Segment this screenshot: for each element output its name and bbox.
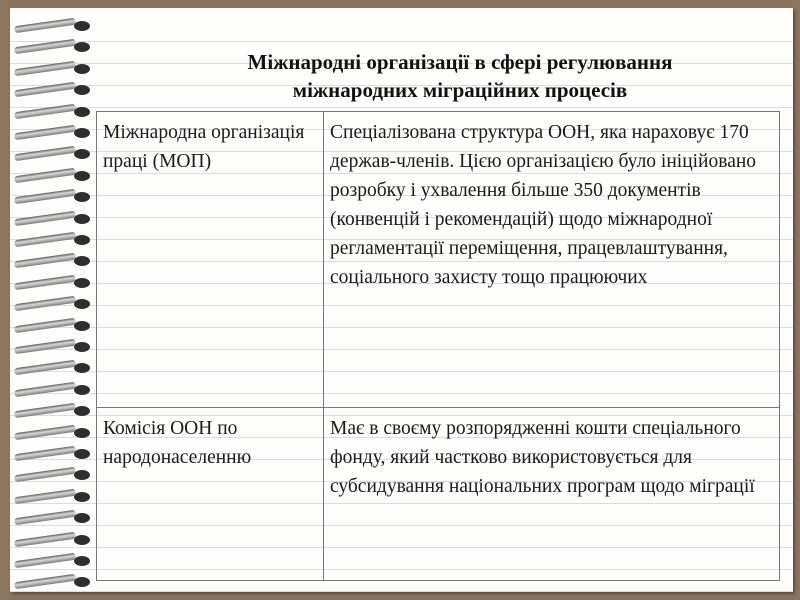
spiral-coil [14,148,92,160]
spiral-coil [14,555,92,567]
organization-cell: Комісія ООН по народонаселенню [97,408,324,581]
page-title [160,48,760,104]
title-line-1: Міжнародні організації в сфері регулювання [247,50,673,74]
spiral-coil [14,469,92,481]
spiral-coil [14,277,92,289]
spiral-coil [14,427,92,439]
spiral-coil [14,298,92,310]
spiral-coil [14,384,92,396]
spiral-coil [14,362,92,374]
spiral-coil [14,491,92,503]
spiral-coil [14,341,92,353]
table-row [97,408,780,581]
spiral-coil [14,512,92,524]
description-cell: Спеціалізована структура ООН, яка нараховує 170 держав-членів. Цією організацією було ініційовано розробку і ухвалення більше 350 документів (конвенцій і рекомендацій) щодо міжнародної регламентації переміщення, працевлаштування, соціального захисту тощо працюючих [324,112,780,408]
spiral-coil [14,84,92,96]
title-line-2: міжнародних міграційних процесів [292,78,628,102]
spiral-coil [14,448,92,460]
spiral-coil [14,20,92,32]
organizations-table [96,111,780,581]
spiral-coil [14,106,92,118]
spiral-coil [14,320,92,332]
spiral-coil [14,213,92,225]
spiral-coil [14,41,92,53]
organization-cell: Міжнародна організація праці (МОП) [97,112,324,408]
spiral-coil [14,576,92,588]
spiral-coil [14,234,92,246]
spiral-coil [14,191,92,203]
table-row [97,112,780,408]
spiral-coil [14,405,92,417]
spiral-coil [14,534,92,546]
spiral-coil [14,170,92,182]
spiral-coil [14,127,92,139]
spiral-coil [14,63,92,75]
spiral-binding [10,20,100,600]
description-cell: Має в своєму розпорядженні кошти спеціального фонду, який частково використовується для субсидування національних програм щодо міграції [324,408,780,581]
spiral-coil [14,255,92,267]
